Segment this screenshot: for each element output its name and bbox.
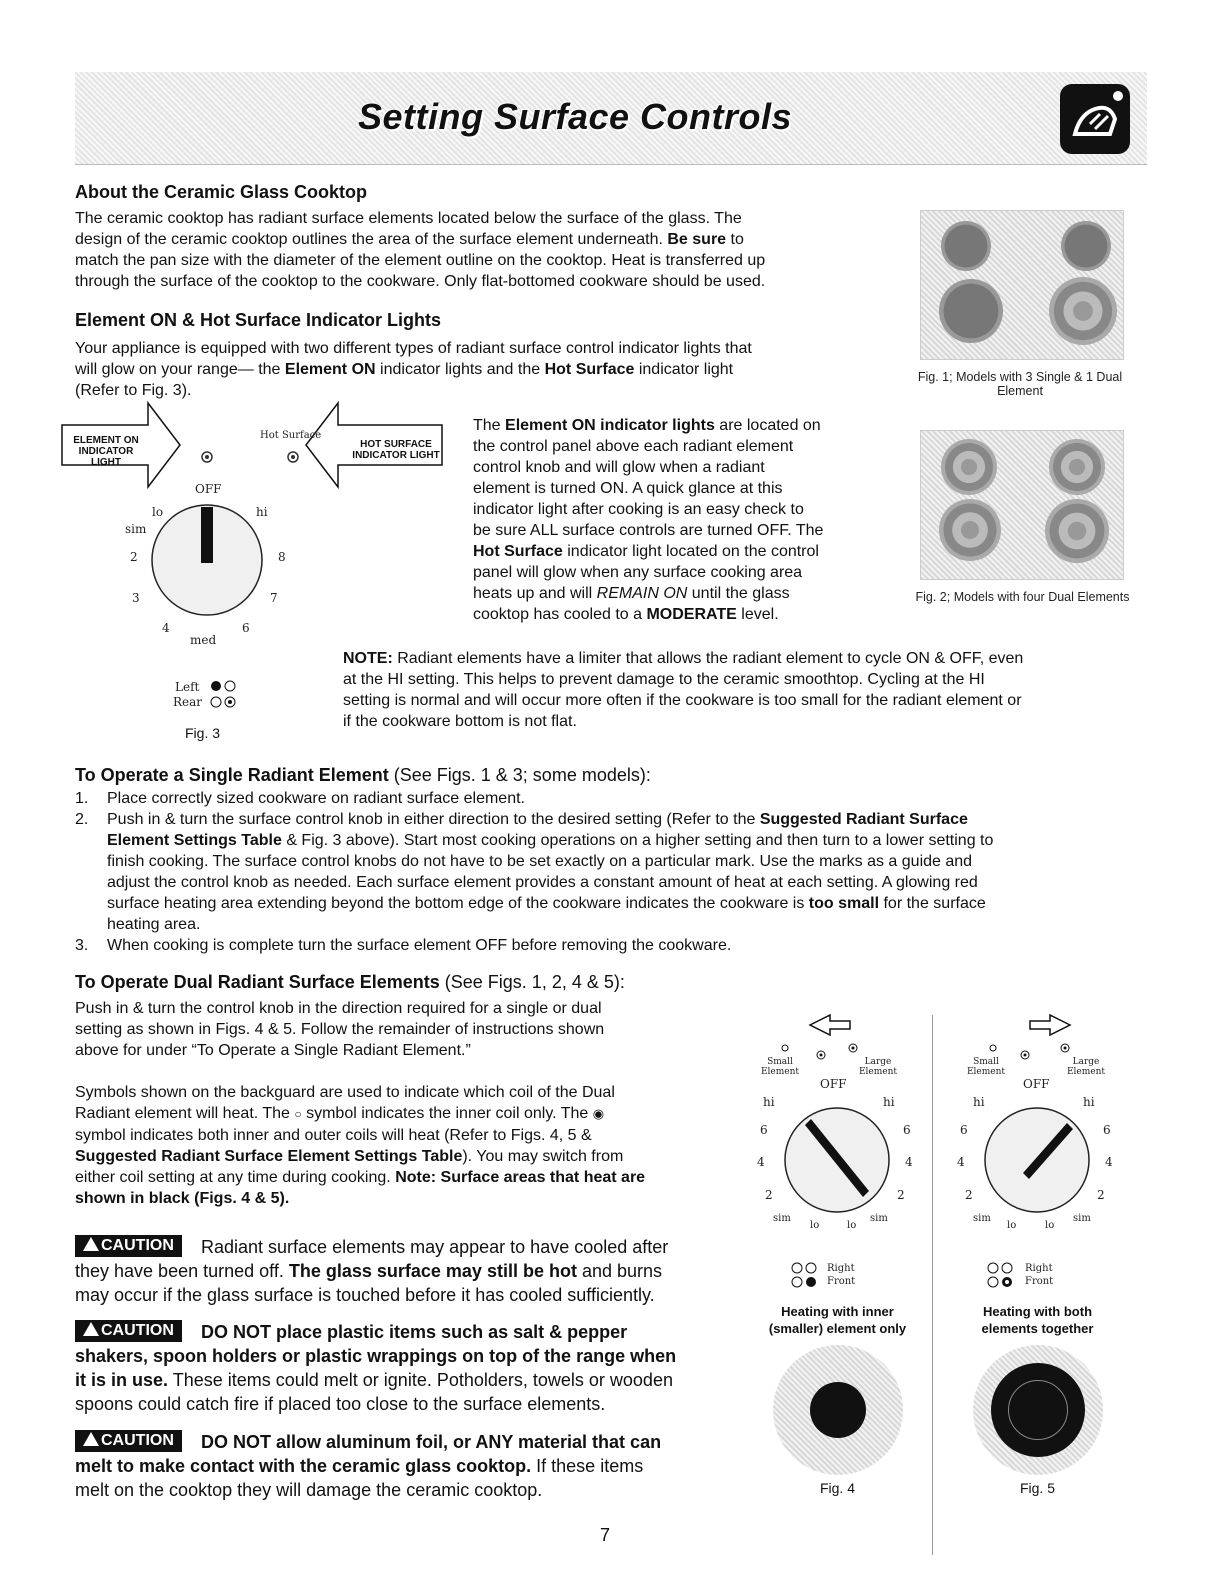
burner-single [1061,221,1111,271]
knob-6-right: 6 [1103,1123,1111,1137]
about-heading: About the Ceramic Glass Cooktop [75,182,368,202]
knob-2-left: 2 [965,1188,973,1202]
list-item: 3. When cooking is complete turn the surface element OFF before removing the cookware. [75,937,732,954]
inner-ring [1008,1380,1068,1440]
right-label: Right [827,1263,855,1274]
fig3-caption: Fig. 3 [185,725,221,741]
front-label: Front [827,1276,856,1287]
knob-8: 8 [278,550,286,564]
knob-lo: lo [152,505,164,519]
fig5-heating-caption: Heating with both elements together [981,1304,1094,1336]
knob-lo-left: lo [810,1220,820,1231]
dual-paragraph-1: Push in & turn the control knob in the direction required for a single or dual setting as shown in Figs. 4 & 5. Follow the remainder of instructions shown above for under “To Operate a Single Radiant Element.” [75,1000,605,1059]
fig2-cooktop-image [920,430,1124,580]
position-symbols-icon [985,1261,1021,1291]
dual-heading: To Operate Dual Radiant Surface Elements (See Figs. 1, 2, 4 & 5): [75,972,625,992]
single-steps [75,788,1150,956]
caution-3-text: DO NOT allow aluminum foil, or ANY material that can melt to make contact with the ceramic glass cooktop. If these items melt on the cooktop they will damage the ceramic cooktop. [75,1432,662,1500]
knob-6-left: 6 [960,1123,968,1137]
rotate-left-arrow-icon [810,1015,850,1035]
fig1-cooktop-image [920,210,1124,360]
fig4-diagram [755,1005,925,1505]
burner-dual [1049,439,1105,495]
knob-med: med [190,633,217,647]
knob-lo-right: lo [1045,1220,1055,1231]
knob-sim-left: sim [973,1213,991,1224]
large-element-label: Large Element [1066,1057,1106,1077]
single-heading: To Operate a Single Radiant Element (See Figs. 1 & 3; some models): [75,765,651,785]
rotate-right-arrow-icon [1030,1015,1070,1035]
list-item: 2. Push in & turn the surface control knob in either direction to the desired setting (Refer to the Suggested Radiant Surface Element Settings Table & Fig. 3 above). Start most cooking operations on a higher setting and then turn to a lower setting to finish cooking. The surface control knobs do not have to be set exactly on a particular mark. Use the marks as a guide and adjust the control knob as needed. Each surface element provides a constant amount of heat at each setting. A glowing red surface heating area extending beyond the bottom edge of the cookware indicates the cookware is too small for the surface heating area. [75,811,994,933]
about-paragraph: The ceramic cooktop has radiant surface elements located below the surface of the glass. The design of the ceramic cooktop outlines the area of the surface element underneath. Be sure to match the pan size with the diameter of the element outline on the cooktop. Heat is transferred up through the surface of the cooktop to the cookware. Only flat-bottomed cookware should be used. [75,210,766,290]
burner-dual [1045,499,1109,563]
knob-4-left: 4 [957,1155,965,1169]
fig2-caption: Fig. 2; Models with four Dual Elements [915,590,1130,604]
fig4-caption: Fig. 4 [819,1480,855,1496]
hot-surface-label: Hot Surface [260,430,322,441]
note-paragraph: NOTE: Radiant elements have a limiter that allows the radiant element to cycle ON & OFF, even at the HI setting. This helps to prevent damage to the ceramic smoothtop. Cycling at the HI setting is normal and will occur more often if the cookware is too small for the radiant element or if the cookware bottom is not flat. [343,650,1024,730]
knob-2-right: 2 [1097,1188,1105,1202]
caution-badge: CAUTION [75,1320,182,1342]
inner-element-heating [810,1382,866,1438]
knob-lo-right: lo [847,1220,857,1231]
knob-4: 4 [162,621,170,635]
fig4-burner-image [773,1345,903,1475]
cooking-hand-icon [1060,84,1130,154]
burner-dual [1049,277,1117,345]
knob-off: OFF [820,1077,847,1091]
element-on-paragraph: The Element ON indicator lights are located on the control panel above each radiant element control knob and will glow when a radiant element is turned ON. A quick glance at this indicator light after cooking is an easy check to be sure ALL surface controls are turned OFF. The Hot Surface indicator light located on the control panel will glow when any surface cooking area heats up and will REMAIN ON until the glass cooktop has cooled to a MODERATE level. [473,417,824,623]
knob-lo-left: lo [1007,1220,1017,1231]
knob-hi-right: hi [883,1095,895,1109]
knob-sim-right: sim [870,1213,888,1224]
small-element-label: Small Element [966,1057,1006,1077]
knob-sim-right: sim [1073,1213,1091,1224]
burner-dual [941,439,997,495]
indicator-paragraph: Your appliance is equipped with two different types of radiant surface control indicator lights that will glow on your range— the Element ON indicator lights and the Hot Surface indicator light (Refer to Fig. 3). [75,340,752,399]
knob-hi-left: hi [973,1095,985,1109]
small-element-label: Small Element [760,1057,800,1077]
knob-hi-right: hi [1083,1095,1095,1109]
right-label: Right [1025,1263,1053,1274]
position-symbols-icon [789,1261,825,1291]
title-banner [75,72,1147,165]
both-coils-symbol-icon: ◉ [592,1106,605,1121]
knob-2-left: 2 [765,1188,773,1202]
knob-hi-left: hi [763,1095,775,1109]
hot-surface-callout: HOT SURFACE INDICATOR LIGHT [352,439,440,461]
knob-3: 3 [132,591,140,605]
element-on-callout: ELEMENT ON INDICATOR LIGHT [73,435,139,468]
indicator-heading: Element ON & Hot Surface Indicator Lights [75,310,442,330]
list-item: 1. Place correctly sized cookware on radiant surface element. [75,790,525,807]
large-element-label: Large Element [858,1057,898,1077]
caution-badge: CAUTION [75,1430,182,1452]
caution-2-text: DO NOT place plastic items such as salt & pepper shakers, spoon holders or plastic wrappings on top of the range when it is in use. These items could melt or ignite. Potholders, towels or wooden spoons could catch fire if placed too close to the surface elements. [75,1322,677,1414]
knob-2: 2 [130,550,138,564]
page-title: Setting Surface Controls [357,96,793,137]
position-symbols-icon [208,678,248,710]
inner-coil-symbol-icon: ○ [294,1107,302,1121]
dual-paragraph-2: Symbols shown on the backguard are used to indicate which coil of the Dual Radiant element will heat. The ○ symbol indicates the inner coil only. The ◉ symbol indicates both inner and outer coils will heat (Refer to Figs. 4, 5 & Suggested Radiant Surface Element Settings Table). You may switch from either coil setting at any time during cooking. Note: Surface areas that heat are shown in black (Figs. 4 & 5). [75,1084,646,1207]
left-label: Left [175,680,200,694]
divider [932,1015,933,1555]
knob-6: 6 [242,621,250,635]
page-number: 7 [600,1525,611,1545]
fig1-caption: Fig. 1; Models with 3 Single & 1 Dual Element [917,370,1123,398]
caution-1-text: Radiant surface elements may appear to have cooled after they have been turned off. The glass surface may still be hot and burns may occur if the glass surface is touched before it has cooled sufficiently. [75,1237,669,1305]
knob-4-right: 4 [1105,1155,1113,1169]
fig5-caption: Fig. 5 [1019,1480,1055,1496]
caution-badge: CAUTION [75,1235,182,1257]
fig4-heating-caption: Heating with inner (smaller) element only [768,1304,907,1336]
knob-4-right: 4 [905,1155,913,1169]
knob-6-left: 6 [760,1123,768,1137]
front-label: Front [1025,1276,1054,1287]
burner-single [939,279,1003,343]
knob-4-left: 4 [757,1155,765,1169]
burner-dual [939,499,1001,561]
knob-off: OFF [195,482,222,496]
knob-2-right: 2 [897,1188,905,1202]
rear-label: Rear [173,695,203,709]
knob-sim-left: sim [773,1213,791,1224]
both-elements-heating [991,1363,1085,1457]
burner-single [941,221,991,271]
knob-sim: sim [125,522,147,536]
fig5-burner-image [973,1345,1103,1475]
knob-off: OFF [1023,1077,1050,1091]
knob-6-right: 6 [903,1123,911,1137]
fig5-diagram [955,1005,1125,1505]
knob-7: 7 [270,591,278,605]
knob-hi: hi [256,505,268,519]
